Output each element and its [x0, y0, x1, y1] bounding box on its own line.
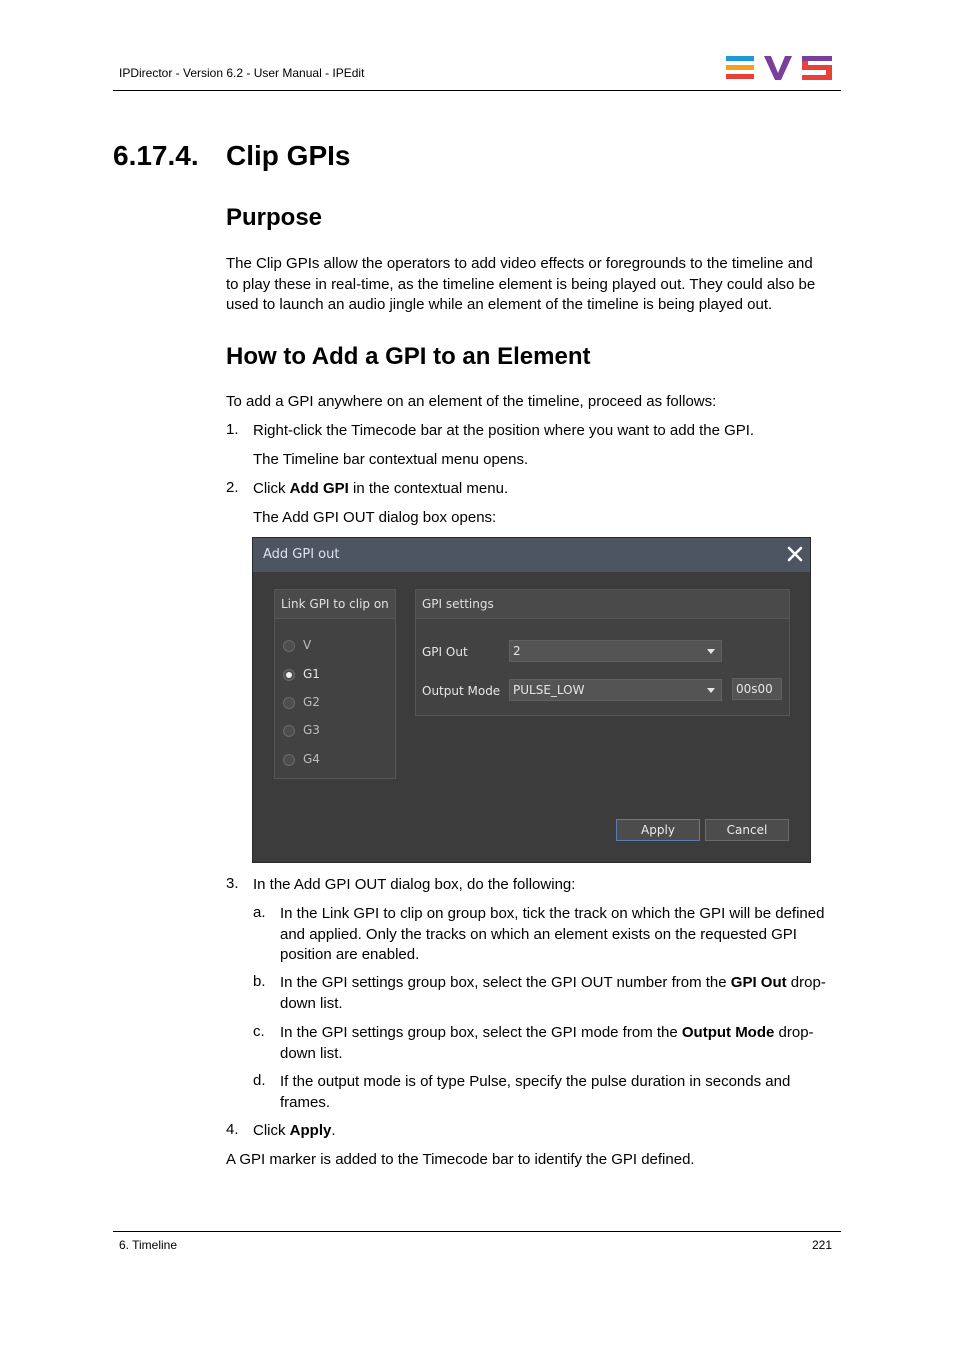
evs-logo	[726, 54, 834, 82]
step-text-part: .	[331, 1122, 336, 1139]
link-gpi-group-title: Link GPI to clip on	[281, 597, 389, 611]
link-gpi-group	[274, 589, 396, 779]
substep-text-bold: Output Mode	[681, 1024, 775, 1041]
substep-text-part: drop-	[774, 1024, 814, 1041]
substep-text-part: In the GPI settings group box, select the GPI mode from the	[280, 1024, 682, 1041]
track-label: V	[303, 638, 312, 652]
track-label: G4	[303, 752, 320, 766]
substep-label: a.	[253, 904, 266, 921]
gpi-out-value: 2	[513, 644, 521, 658]
gpi-settings-group-header	[416, 590, 789, 619]
step-text	[253, 479, 508, 500]
document-header-title: IPDirector - Version 6.2 - User Manual - IPEdit	[119, 66, 365, 80]
section-heading	[113, 140, 350, 172]
apply-button[interactable]: Apply	[616, 819, 700, 841]
substep-text	[280, 1072, 842, 1113]
step-text-bold: Add GPI	[289, 480, 349, 497]
substep-text	[280, 973, 846, 1014]
gpi-settings-group-title: GPI settings	[422, 597, 494, 611]
header-rule	[113, 90, 841, 91]
gpi-out-label: GPI Out	[422, 645, 468, 659]
pulse-duration-input[interactable]	[732, 678, 782, 700]
add-gpi-out-dialog	[252, 537, 811, 863]
step-text-part: Click	[253, 480, 290, 497]
substep-line: position are enabled.	[280, 946, 420, 964]
substep-line	[280, 973, 846, 994]
step-text: Right-click the Timecode bar at the position where you want to add the GPI.	[253, 422, 755, 439]
purpose-line: used to launch an audio jingle while an element of the timeline is being played out.	[226, 296, 773, 314]
chevron-down-icon	[707, 649, 715, 654]
substep-label: b.	[253, 973, 266, 990]
purpose-paragraph	[226, 254, 838, 316]
step-number: 4.	[226, 1121, 239, 1138]
substep-text-part: drop-	[786, 974, 826, 991]
section-number: 6.17.4.	[113, 140, 199, 171]
substep-line: In the Link GPI to clip on group box, tick the track on which the GPI will be defined	[280, 905, 825, 922]
radio-icon	[283, 754, 295, 766]
footer-chapter: 6. Timeline	[119, 1238, 178, 1252]
substep-text-bold: GPI Out	[730, 974, 787, 991]
purpose-line: The Clip GPIs allow the operators to add video effects or foregrounds to the timeline and	[226, 255, 813, 272]
purpose-line: to play these in real-time, as the timeline element is being played out. They could also be	[226, 275, 816, 293]
radio-selected-icon	[283, 669, 295, 681]
howto-heading: How to Add a GPI to an Element	[226, 343, 591, 370]
dialog-title: Add GPI out	[263, 547, 340, 562]
step-text	[253, 1121, 336, 1142]
conclusion-paragraph: A GPI marker is added to the Timecode bar to identify the GPI defined.	[226, 1151, 695, 1168]
substep-text	[280, 904, 842, 966]
output-mode-value: PULSE_LOW	[513, 683, 585, 697]
step-result: The Timeline bar contextual menu opens.	[253, 451, 529, 468]
close-icon[interactable]	[786, 545, 804, 563]
step-text-bold: Apply	[289, 1122, 332, 1139]
pulse-duration-value: 00s00	[736, 682, 773, 696]
howto-intro: To add a GPI anywhere on an element of the timeline, proceed as follows:	[226, 393, 717, 410]
output-mode-dropdown[interactable]	[509, 679, 722, 701]
track-label: G3	[303, 723, 320, 737]
substep-line: If the output mode is of type Pulse, specify the pulse duration in seconds and	[280, 1073, 791, 1090]
step-text-part: Click	[253, 1122, 290, 1139]
step-number: 2.	[226, 479, 239, 496]
step-number: 1.	[226, 421, 239, 438]
radio-icon	[283, 697, 295, 709]
step-result: The Add GPI OUT dialog box opens:	[253, 509, 497, 526]
substep-line: and applied. Only the tracks on which an element exists on the requested GPI	[280, 925, 797, 943]
substep-line	[280, 1023, 842, 1044]
step-number: 3.	[226, 875, 239, 892]
output-mode-label: Output Mode	[422, 684, 501, 698]
substep-line: frames.	[280, 1093, 331, 1111]
step-text: In the Add GPI OUT dialog box, do the following:	[253, 876, 576, 893]
step-text-part: in the contextual menu.	[348, 480, 509, 497]
footer-rule	[113, 1231, 841, 1232]
substep-label: c.	[253, 1023, 265, 1040]
purpose-heading: Purpose	[226, 204, 323, 231]
substep-label: d.	[253, 1072, 266, 1089]
link-gpi-group-header	[275, 590, 395, 619]
substep-text	[280, 1023, 842, 1064]
page-number: 221	[812, 1238, 833, 1252]
dialog-title-bar	[253, 538, 810, 572]
track-label: G2	[303, 695, 320, 709]
substep-text-part: In the GPI settings group box, select the GPI OUT number from the	[280, 974, 731, 991]
radio-icon	[283, 640, 295, 652]
section-title: Clip GPIs	[226, 140, 351, 171]
cancel-button[interactable]: Cancel	[705, 819, 789, 841]
track-label: G1	[303, 667, 320, 681]
chevron-down-icon	[707, 688, 715, 693]
substep-line: down list.	[280, 994, 343, 1012]
substep-line: down list.	[280, 1044, 343, 1062]
radio-icon	[283, 725, 295, 737]
gpi-settings-group	[415, 589, 790, 716]
gpi-out-dropdown[interactable]	[509, 640, 722, 662]
